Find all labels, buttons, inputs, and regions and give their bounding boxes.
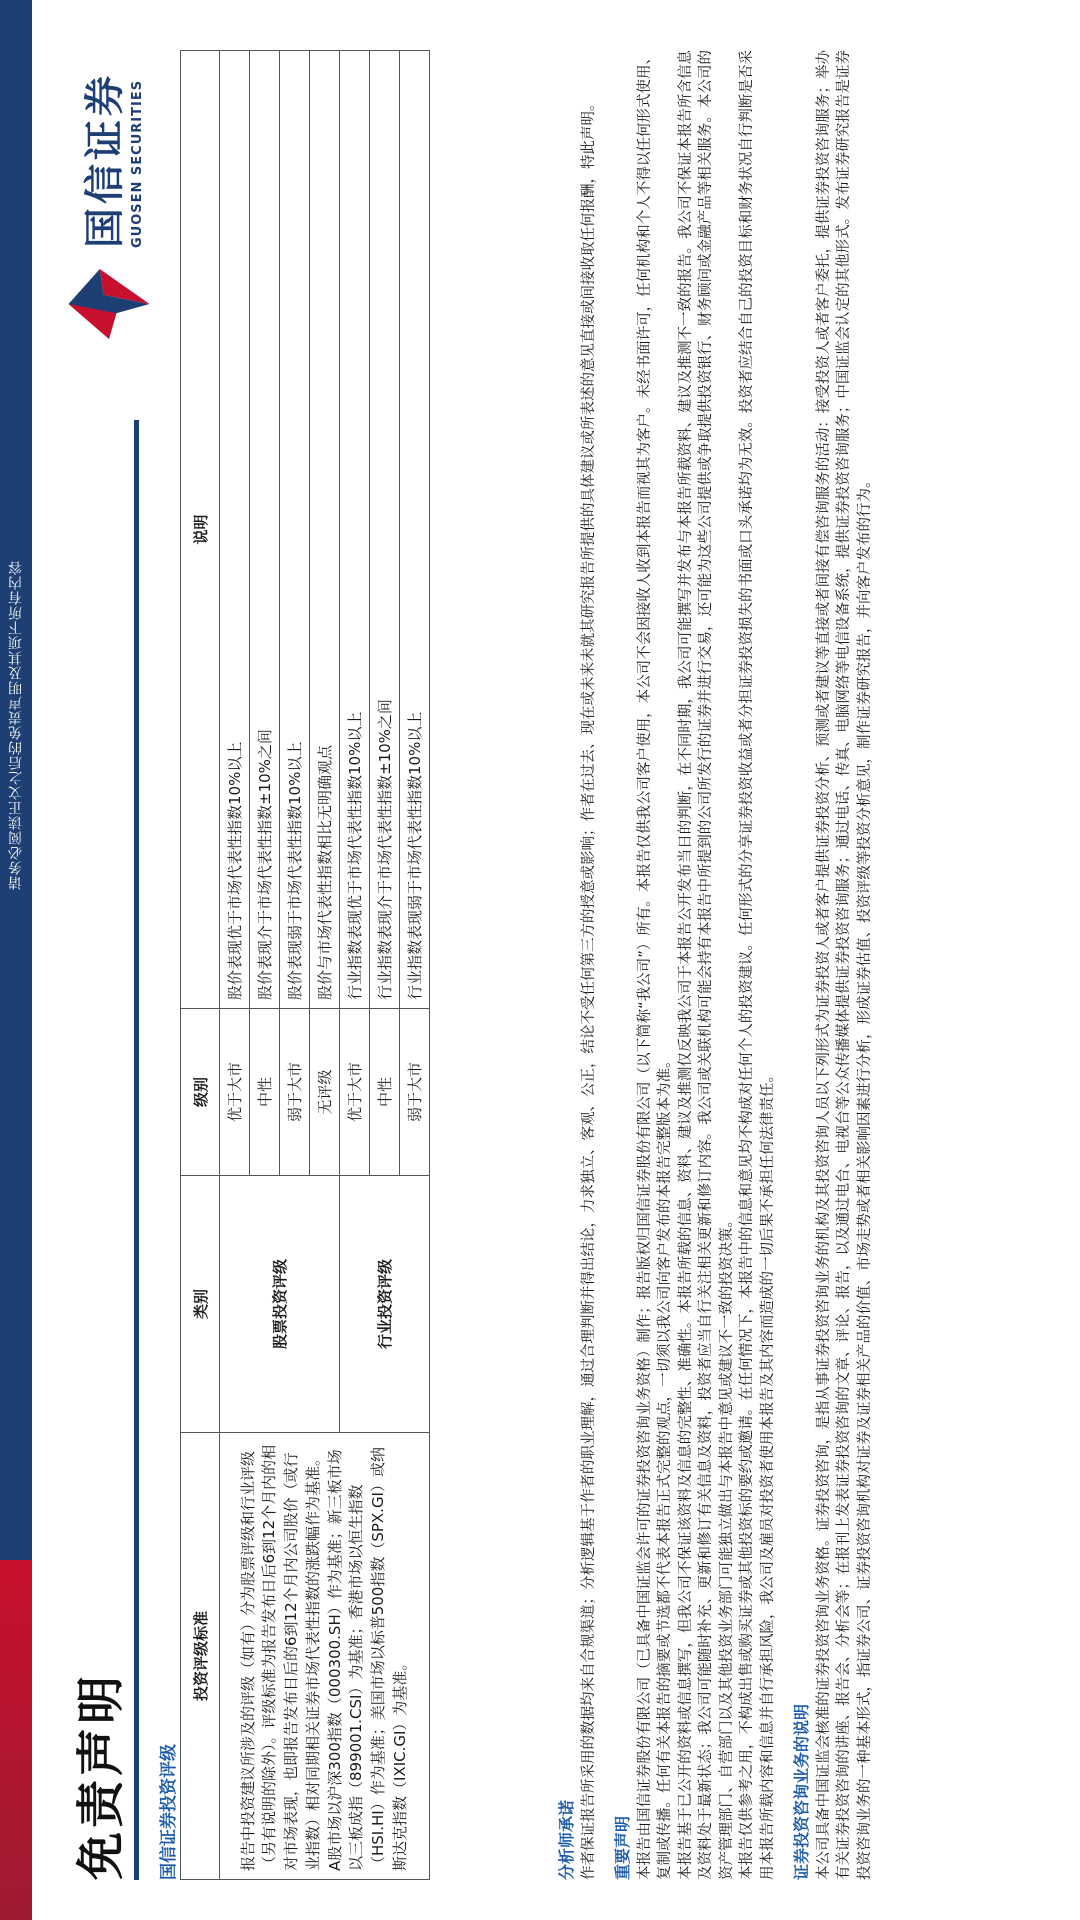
logo-en-text: GUOSEN SECURITIES xyxy=(130,79,145,248)
analyst-heading: 分析师承诺 xyxy=(557,1799,576,1880)
rating-header-row xyxy=(181,51,220,1880)
left-red-accent xyxy=(0,1560,32,1920)
important-paragraph: 本报告基于已公开的资料或信息撰写，但我公司不保证该资料及信息的完整性、准确性。本报告所载的信息、资料、建议及推测仅反映我公司于本报告公开发布当日的判断，在不同时期，我公司可能撰写并发布与本报告所载资料、建议及推测不一致的报告。我公司不保证本报告所含信息及资料处于最新状态；我公司可能随时补充、更新和修订有关信息及资料，投资者应当自行关注相关更新和修订内容。我公司或关联机构可能会持有本报告中所提到的公司所发行的证券并进行交易，还可能为这些公司提供或争取提供投资银行、财务顾问或金融产品等相关服务。本公司的资产管理部门、自营部门以及其他投资业务部门可能独立做出与本报告中意见或建议不一致的投资决策。 xyxy=(677,50,735,1880)
important-paragraph: 本报告仅供参考之用，不构成出售或购买证券或其他投资标的要约或邀请。在任何情况下，本报告中的信息和意见均不构成对任何个人的投资建议。任何形式的分享证券投资收益或者分担证券投资损失的书面或口头承诺均为无效。投资者应结合自己的投资目标和财务状况自行判断是否采用本报告所载内容和信息并自行承担风险，我公司及雇员对投资者使用本报告及其内容而造成的一切后果不承担任何法律责任。 xyxy=(739,50,777,1880)
level-cell: 弱于大市 xyxy=(280,1009,310,1176)
category-industry: 行业投资评级 xyxy=(340,1176,430,1433)
page-title: 免责声明 xyxy=(73,1671,129,1880)
description-cell: 股价表现弱于市场代表性指数10%以上 xyxy=(280,51,310,1009)
description-cell: 股价表现优于市场代表性指数10%以上 xyxy=(220,51,250,1009)
level-cell: 中性 xyxy=(370,1009,400,1176)
header-level: 级别 xyxy=(181,1009,220,1176)
level-cell: 优于大市 xyxy=(340,1009,370,1176)
level-cell: 优于大市 xyxy=(220,1009,250,1176)
standard-text: 报告中投资建议所涉及的评级（如有）分为股票评级和行业评级（另有说明的除外）。评级标准为报告发布日后6到12个月内的相对市场表现，也即报告发布日后的6到12个月内公司股价（或行业指数）相对同期相关证券市场代表性指数的涨跌幅作为基准。A股市场以沪深300指数（000300.SH）作为基准；新三板市场以三板成指（899001.CSI）为基准；香港市场以恒生指数（HSI.HI）作为基准；美国市场以标普500指数（SPX.GI）或纳斯达克指数（IXIC.GI）为基准。 xyxy=(220,1433,430,1880)
title-rule xyxy=(134,420,139,1880)
header-category: 类别 xyxy=(181,1176,220,1433)
description-cell: 行业指数表现优于市场代表性指数10%以上 xyxy=(340,51,370,1009)
header-description: 说明 xyxy=(181,51,220,1009)
description-cell: 行业指数表现介于市场代表性指数±10%之间 xyxy=(370,51,400,1009)
disclaimer-blocks xyxy=(544,50,875,1880)
important-paragraph: 本报告由国信证券股份有限公司（已具备中国证监会许可的证券投资咨询业务资格）制作；报告版权归国信证券股份有限公司（以下简称“我公司”）所有。本报告仅供我公司客户使用，本公司不会因接收人收到本报告而视其为客户。未经书面许可，任何机构和个人不得以任何形式使用、复制或传播。任何有关本报告的摘要或节选都不代表本报告正式完整的观点，一切须以我公司向客户发布的本报告完整版本为准。 xyxy=(636,50,674,1880)
category-stock: 股票投资评级 xyxy=(220,1176,340,1433)
rating-section-heading: 国信证券投资评级 xyxy=(159,1744,179,1880)
important-heading: 重要声明 xyxy=(612,1815,632,1880)
description-cell: 股价与市场代表性指数相比无明确观点 xyxy=(310,51,340,1009)
company-logo xyxy=(54,40,164,350)
level-cell: 无评级 xyxy=(310,1009,340,1176)
description-cell: 行业指数表现弱于市场代表性指数10%以上 xyxy=(400,51,430,1009)
guosen-logo-icon xyxy=(63,258,155,350)
logo-cn-text: 国信证券 xyxy=(82,72,128,248)
analyst-text: 作者保证报告所采用的数据均来自合规渠道；分析逻辑基于作者的职业理解，通过合理判断并得出结论，力求独立、客观、公正，结论不受任何第三方的授意或影响；作者在过去、现在或未来未就其研究报告所提供的具体建议或所表述的意见直接或间接收取任何报酬，特此声明。 xyxy=(581,96,597,1880)
footer-note: 请务必阅读正文之后的免责声明及其项下所有内容 xyxy=(8,560,24,890)
table-row xyxy=(220,51,250,1880)
rating-table xyxy=(180,50,430,1880)
advisory-heading: 证券投资咨询业务的说明 xyxy=(791,1703,811,1880)
rotated-page xyxy=(44,30,1064,1900)
level-cell: 中性 xyxy=(250,1009,280,1176)
advisory-text: 本公司具备中国证监会核准的证券投资咨询业务资格。证券投资咨询，是指从事证券投资咨询业务的机构及其投资咨询人员以下列形式为证券投资人或者客户提供证券投资分析、预测或者建议等直接或者间接有偿咨询服务的活动：接受投资人或者客户委托，提供证券投资咨询服务；举办有关证券投资咨询的讲座、报告会、分析会等；在报刊上发表证券投资咨询的文章、评论、报告，以及通过电台、电视台等公众传播媒体提供证券投资咨询服务；通过电话、传真、电脑网络等电信设备系统，提供证券投资咨询服务；中国证监会认定的其他形式。发布证券研究报告是证券投资咨询业务的一种基本形式，指证券公司、证券投资咨询机构对证券及证券相关产品的价值、市场走势或者相关影响因素进行分析，形成证券估值、投资评级等投资分析意见，制作证券研究报告，并向客户发布的行为。 xyxy=(815,50,873,1880)
level-cell: 弱于大市 xyxy=(400,1009,430,1176)
description-cell: 股价表现介于市场代表性指数±10%之间 xyxy=(250,51,280,1009)
header-standard: 投资评级标准 xyxy=(181,1433,220,1880)
